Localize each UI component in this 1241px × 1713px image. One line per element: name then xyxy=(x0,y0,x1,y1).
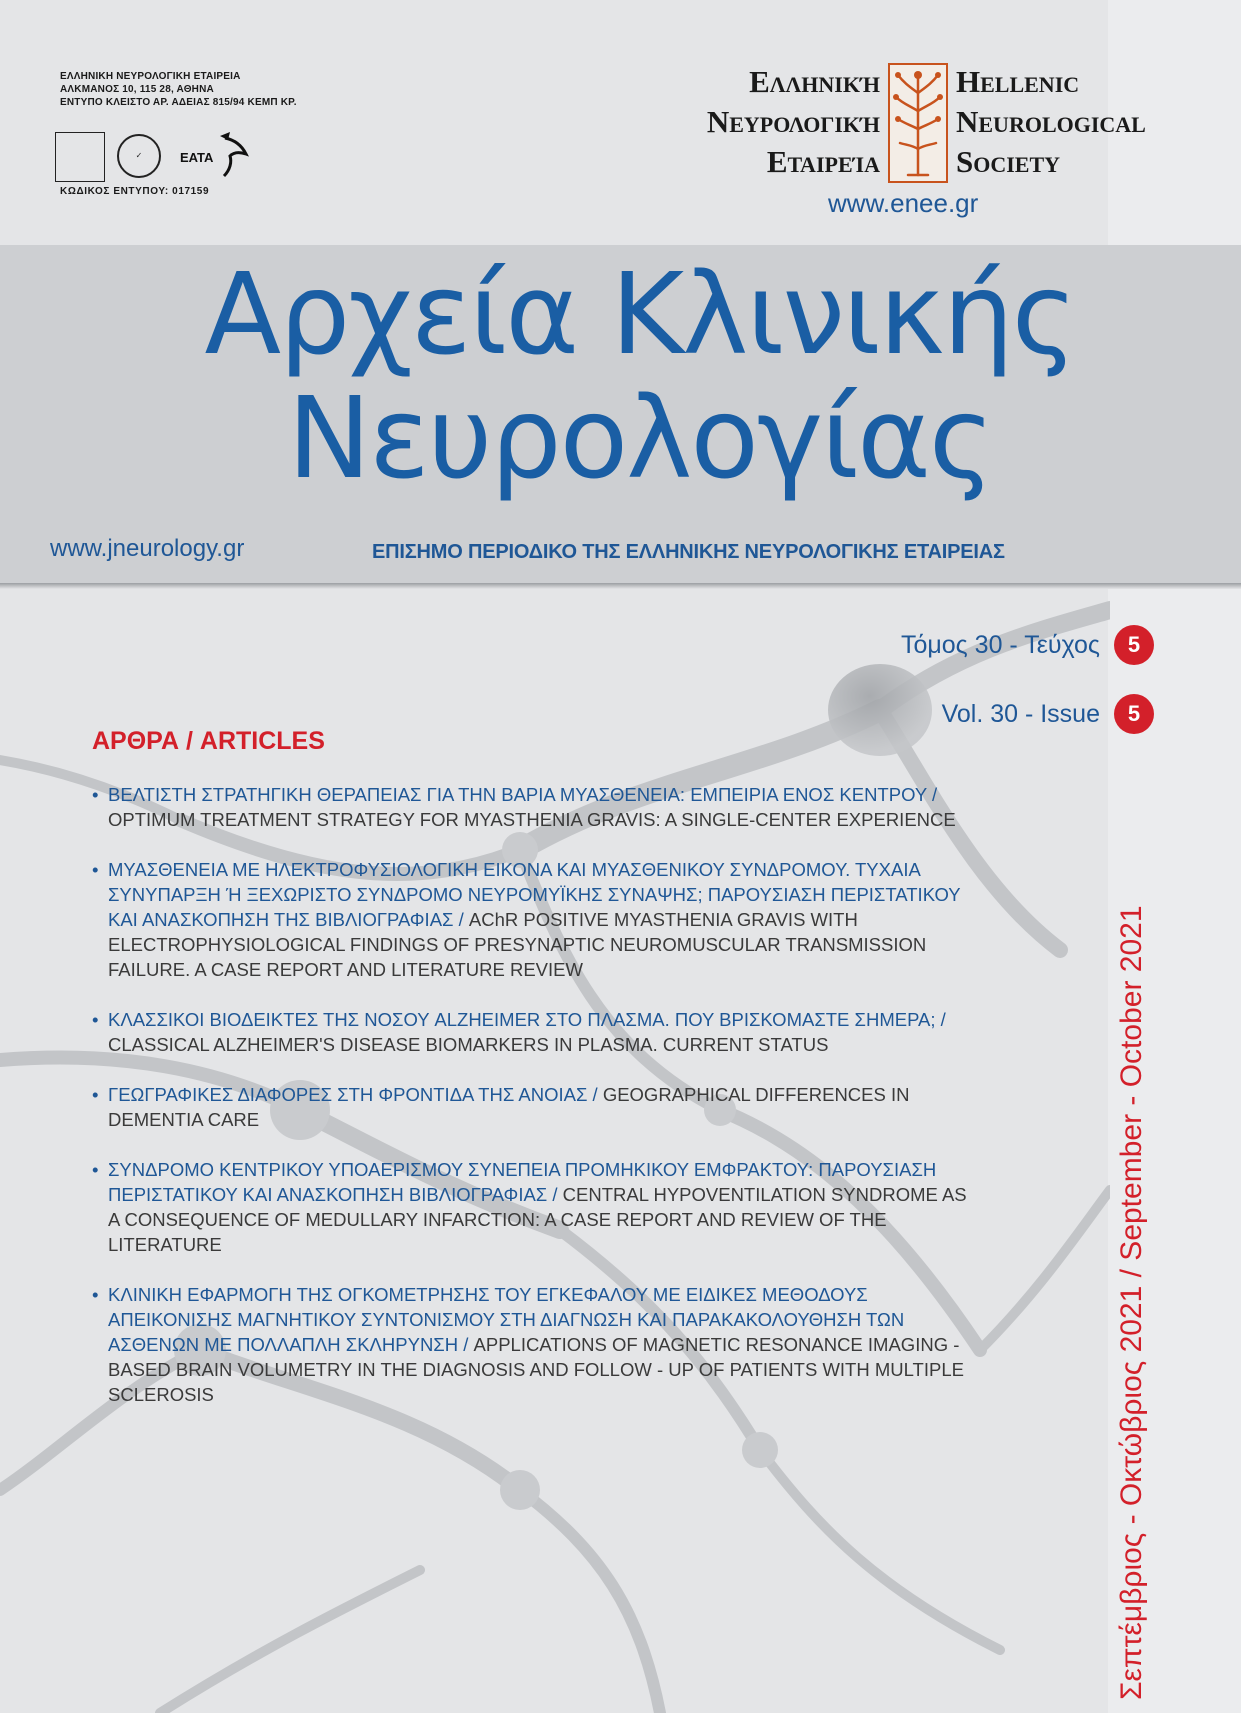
article-title-greek: ΚΛΙΝΙΚΗ ΕΦΑΡΜΟΓΗ ΤΗΣ ΟΓΚΟΜΕΤΡΗΣΗΣ ΤΟΥ ΕΓΚΕΦΑΛΟΥ ΜΕ ΕΙΔΙΚΕΣ ΜΕΘΟΔΟΥΣ ΑΠΕΙΚΟΝΙΣΗΣ ΜΑΓΝΗΤΙΚΟΥ ΣΥΝΤΟΝΙΣΜΟΥ ΣΤΗ ΔΙΑΓΝΩΣΗ ΚΑΙ ΠΑΡΑΚΑΚΟΛΟΥΘΗΣΗ ΤΩΝ ΑΣΘΕΝΩΝ ΜΕ ΠΟΛΛΑΠΛΗ ΣΚΛΗΡΥΝΣΗ / xyxy=(108,1284,905,1355)
article-item[interactable] xyxy=(92,782,972,832)
article-title-english: OPTIMUM TREATMENT STRATEGY FOR MYASTHENIA GRAVIS: A SINGLE-CENTER EXPERIENCE xyxy=(108,809,956,830)
article-title-greek: ΚΛΑΣΣΙΚΟΙ ΒΙΟΔΕΙΚΤΕΣ ΤΗΣ ΝΟΣΟΥ ALZHEIMER ΣΤΟ ΠΛΑΣΜΑ. ΠΟΥ ΒΡΙΣΚΟΜΑΣΤΕ ΣΗΜΕΡΑ; / xyxy=(108,1009,946,1030)
article-title-greek: ΜΥΑΣΘΕΝΕΙΑ ΜΕ ΗΛΕΚΤΡΟΦΥΣΙΟΛΟΓΙΚΗ ΕΙΚΟΝΑ ΚΑΙ ΜΥΑΣΘΕΝΙΚΟΥ ΣΥΝΔΡΟΜΟΥ. ΤΥΧΑΙΑ ΣΥΝΥΠΑΡΞΗ Ή ΞΕΧΩΡΙΣΤΟ ΣΥΝΔΡΟΜΟ ΝΕΥΡΟΜΥΪΚΗΣ ΣΥΝΑΨΗΣ; ΠΑΡΟΥΣΙΑΣΗ ΠΕΡΙΣΤΑΤΙΚΟΥ ΚΑΙ ΑΝΑΣΚΟΠΗΣΗ ΤΗΣ ΒΙΒΛΙΟΓΡΑΦΙΑΣ / xyxy=(108,859,961,930)
article-title-greek: ΣΥΝΔΡΟΜΟ ΚΕΝΤΡΙΚΟΥ ΥΠΟΑΕΡΙΣΜΟΥ ΣΥΝΕΠΕΙΑ ΠΡΟΜΗΚΙΚΟΥ ΕΜΦΡΑΚΤΟΥ: ΠΑΡΟΥΣΙΑΣΗ ΠΕΡΙΣΤΑΤΙΚΟΥ ΚΑΙ ΑΝΑΣΚΟΠΗΣΗ ΒΙΒΛΙΟΓΡΑΦΙΑΣ / xyxy=(108,1159,937,1205)
society-en-line-2: Neurological xyxy=(956,104,1146,139)
society-gr-line-2: Νευρολογική xyxy=(706,104,880,139)
bullet-icon: • xyxy=(92,1284,99,1305)
volume-issue-greek-label: Τόμος 30 - Τεύχος xyxy=(900,630,1100,659)
article-item[interactable] xyxy=(92,857,972,982)
article-item[interactable] xyxy=(92,1157,972,1257)
volume-issue-english-label: Vol. 30 - Issue xyxy=(941,699,1100,728)
postal-badges xyxy=(55,130,255,186)
bullet-icon: • xyxy=(92,1159,99,1180)
journal-title-line-2: Νευρολογίας xyxy=(287,374,993,504)
article-title-english: CENTRAL HYPOVENTILATION SYNDROME AS A CONSEQUENCE OF MEDULLARY INFARCTION: A CASE REPORT AND REVIEW OF THE LITERATURE xyxy=(108,1184,967,1255)
society-logo xyxy=(888,63,948,183)
certification-seal-icon: ✓ xyxy=(117,134,161,178)
bullet-icon: • xyxy=(92,859,99,880)
eata-label: ΕΑΤΑ xyxy=(180,150,214,165)
publisher-line-2: ΑΛΚΜΑΝΟΣ 10, 115 28, ΑΘΗΝΑ xyxy=(60,84,214,95)
postal-permit-icon xyxy=(55,132,105,182)
society-en-line-1: Hellenic xyxy=(956,64,1080,99)
article-item[interactable] xyxy=(92,1282,972,1407)
article-title-english: GEOGRAPHICAL DIFFERENCES IN DEMENTIA CARE xyxy=(108,1084,910,1130)
journal-url-link[interactable]: www.jneurology.gr xyxy=(50,535,245,562)
article-item[interactable] xyxy=(92,1082,972,1132)
eata-logo xyxy=(180,132,250,180)
publisher-info xyxy=(60,70,297,109)
publisher-line-1: ΕΛΛΗΝΙΚΗ ΝΕΥΡΟΛΟΓΙΚΗ ΕΤΑΙΡΕΙΑ xyxy=(60,71,241,82)
article-title-english: CLASSICAL ALZHEIMER'S DISEASE BIOMARKERS IN PLASMA. CURRENT STATUS xyxy=(108,1034,829,1055)
society-en-line-3: Society xyxy=(956,144,1061,179)
articles-list xyxy=(92,782,972,1432)
society-name-greek xyxy=(680,62,880,182)
bullet-icon: • xyxy=(92,1084,99,1105)
bullet-icon: • xyxy=(92,1009,99,1030)
official-journal-subtitle: ΕΠΙΣΗΜΟ ΠΕΡΙΟΔΙΚΟ ΤΗΣ ΕΛΛΗΝΙΚΗΣ ΝΕΥΡΟΛΟΓΙΚΗΣ ΕΤΑΙΡΕΙΑΣ xyxy=(372,541,1005,563)
article-title-greek: ΒΕΛΤΙΣΤΗ ΣΤΡΑΤΗΓΙΚΗ ΘΕΡΑΠΕΙΑΣ ΓΙΑ ΤΗΝ ΒΑΡΙΑ ΜΥΑΣΘΕΝΕΙΑ: ΕΜΠΕΙΡΙΑ ΕΝΟΣ ΚΕΝΤΡΟΥ / xyxy=(108,784,938,805)
society-url-link[interactable]: www.enee.gr xyxy=(828,188,979,218)
article-title-english: APPLICATIONS OF MAGNETIC RESONANCE IMAGING - BASED BRAIN VOLUMETRY IN THE DIAGNOSIS AND FOLLOW - UP OF PATIENTS WITH MULTIPLE SCLEROSIS xyxy=(108,1334,964,1405)
article-item[interactable] xyxy=(92,1007,972,1057)
publisher-line-3: ΕΝΤΥΠΟ ΚΛΕΙΣΤΟ ΑΡ. ΑΔΕΙΑΣ 815/94 ΚΕΜΠ ΚΡ. xyxy=(60,97,297,108)
articles-heading: ΑΡΘΡΑ / ARTICLES xyxy=(92,727,325,755)
society-gr-line-3: Εταιρεία xyxy=(766,144,880,179)
plant-emblem-icon xyxy=(890,65,946,181)
society-name-english xyxy=(956,62,1216,182)
issue-date-vertical: Σεπτέμβριος - Οκτώβριος 2021 / September - October 2021 xyxy=(1115,905,1148,1700)
print-code: ΚΩΔΙΚΟΣ ΕΝΤΥΠΟΥ: 017159 xyxy=(60,186,210,197)
journal-title xyxy=(150,250,1130,504)
society-gr-line-1: Ελληνική xyxy=(749,64,880,99)
article-title-english: AChR POSITIVE MYASTHENIA GRAVIS WITH ELECTROPHYSIOLOGICAL FINDINGS OF PRESYNAPTIC NEUROMUSCULAR TRANSMISSION FAILURE. A CASE REPORT AND LITERATURE REVIEW xyxy=(108,909,927,980)
volume-issue-greek xyxy=(901,625,1154,665)
title-band-shadow xyxy=(0,583,1241,589)
journal-title-line-1: Αρχεία Κλινικής xyxy=(204,250,1076,380)
bullet-icon: • xyxy=(92,784,99,805)
article-title-greek: ΓΕΩΓΡΑΦΙΚΕΣ ΔΙΑΦΟΡΕΣ ΣΤΗ ΦΡΟΝΤΙΔΑ ΤΗΣ ΑΝΟΙΑΣ / xyxy=(108,1084,598,1105)
issue-number-badge: 5 xyxy=(1114,694,1154,734)
issue-number-badge: 5 xyxy=(1114,625,1154,665)
